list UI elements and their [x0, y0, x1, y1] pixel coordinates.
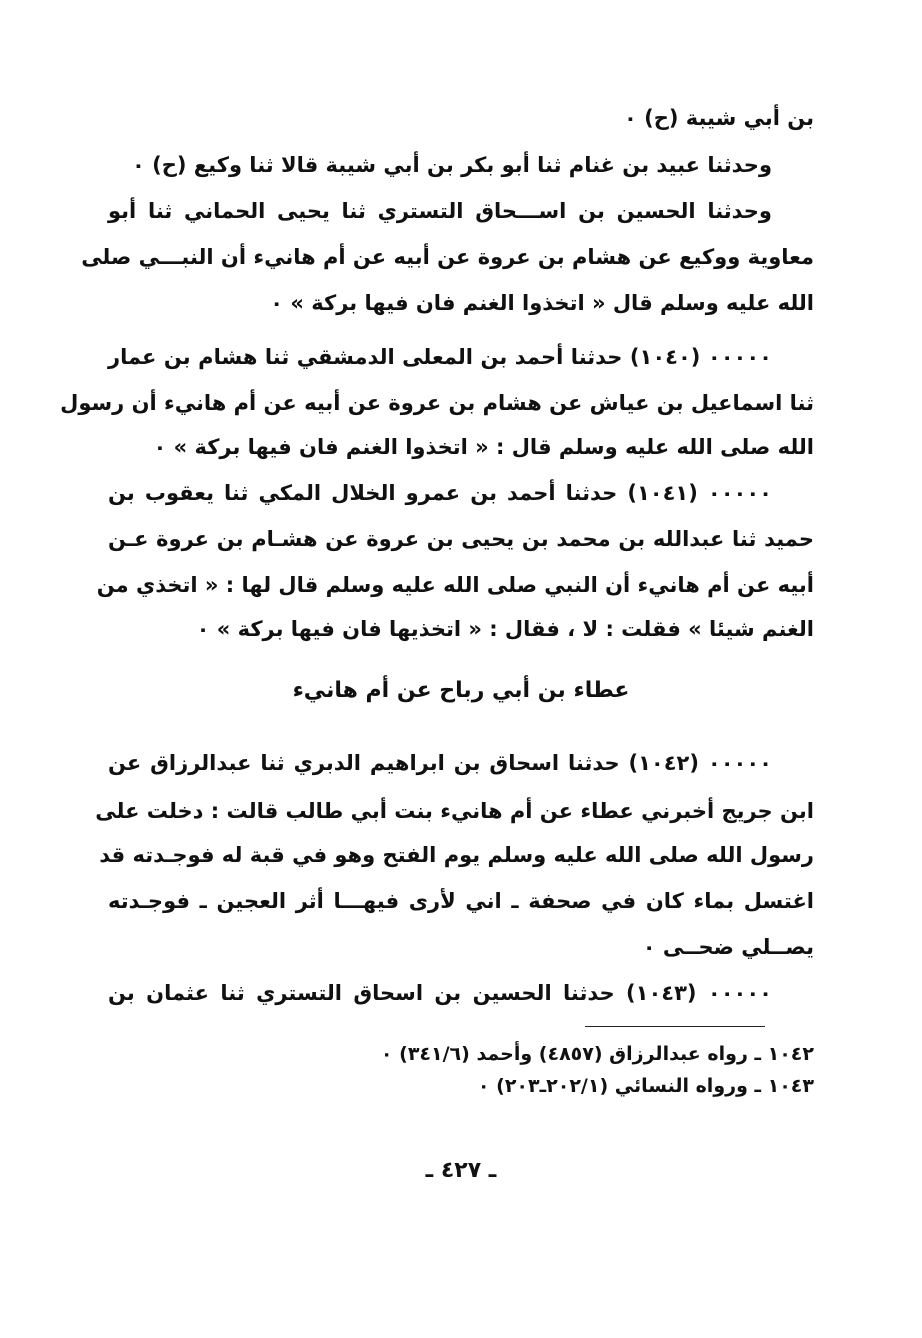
section-heading: عطاء بن أبي رباح عن أم هانيء [292, 678, 630, 703]
hadith-1042-line-2: ابن جريج أخبرني عطاء عن أم هانيء بنت أبي طالب قالت : دخلت على [95, 799, 814, 823]
hadith-1041-line-3: أبيه عن أم هانيء أن النبي صلى الله عليه وسلم قال لها : « اتخذي من [96, 573, 814, 597]
hadith-1040-line-3: الله صلى الله عليه وسلم قال : « اتخذوا الغنم فان فيها بركة » ٠ [153, 435, 814, 459]
text-line-3: وحدثنا الحسين بن اســـحاق التستري ثنا يحيى الحماني ثنا أبو [108, 199, 772, 223]
footnote-1042: ١٠٤٢ ـ رواه عبدالرزاق (٤٨٥٧) وأحمد (٣٤١/٦) ٠ [380, 1043, 814, 1065]
hadith-1040-line-1: ٠٠٠٠٠ (١٠٤٠) حدثنا أحمد بن المعلى الدمشقي ثنا هشام بن عمار [108, 345, 772, 369]
text-line-1: بن أبي شيبة (ح) ٠ [623, 106, 814, 130]
hadith-1042-line-5: يصــلي ضحــى ٠ [642, 935, 814, 959]
page-number: ـ ٤٢٧ ـ [425, 1158, 497, 1183]
footnote-1043: ١٠٤٣ ـ ورواه النسائي (٢٠٢/١ـ٢٠٣) ٠ [477, 1075, 814, 1097]
hadith-1040-line-2: ثنا اسماعيل بن عياش عن هشام بن عروة عن أبيه عن أم هانيء أن رسول [60, 391, 814, 415]
hadith-1041-line-4: الغنم شيئا » فقلت : لا ، فقال : « اتخذيها فان فيها بركة » ٠ [196, 617, 814, 641]
hadith-1042-line-3: رسول الله صلى الله عليه وسلم يوم الفتح وهو في قبة له فوجـدته قد [99, 843, 814, 867]
hadith-1043-line-1: ٠٠٠٠٠ (١٠٤٣) حدثنا الحسين بن اسحاق التستري ثنا عثمان بن [108, 981, 772, 1005]
hadith-1042-line-4: اغتسل بماء كان في صحفة ـ اني لأرى فيهـــا أثر العجين ـ فوجـدته [108, 889, 814, 913]
text-line-2: وحدثنا عبيد بن غنام ثنا أبو بكر بن أبي شيبة قالا ثنا وكيع (ح) ٠ [132, 153, 772, 177]
text-line-5: الله عليه وسلم قال « اتخذوا الغنم فان فيها بركة » ٠ [270, 291, 814, 315]
text-line-4: معاوية ووكيع عن هشام بن عروة عن أبيه عن أم هانيء أن النبـــي صلى [81, 245, 814, 269]
hadith-1041-line-1: ٠٠٠٠٠ (١٠٤١) حدثنا أحمد بن عمرو الخلال المكي ثنا يعقوب بن [108, 481, 772, 505]
footnote-divider [585, 1026, 765, 1027]
hadith-1042-line-1: ٠٠٠٠٠ (١٠٤٢) حدثنا اسحاق بن ابراهيم الدبري ثنا عبدالرزاق عن [108, 751, 772, 775]
hadith-1041-line-2: حميد ثنا عبدالله بن محمد بن يحيى بن عروة عن هشـام بن عروة عـن [108, 527, 814, 551]
